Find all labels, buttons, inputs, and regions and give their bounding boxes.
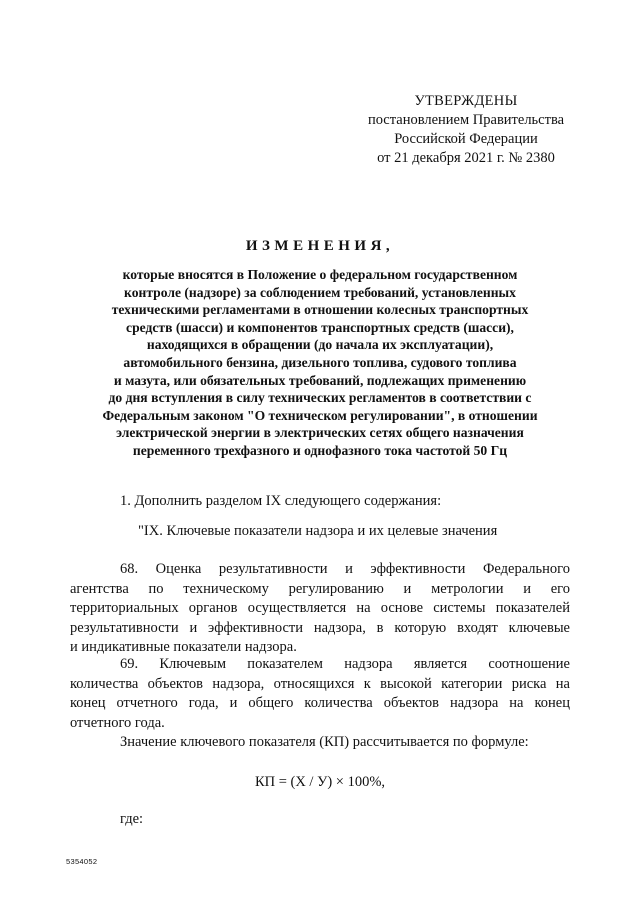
approval-line: Российской Федерации (394, 131, 538, 147)
where-label: где: (120, 811, 144, 827)
document-subtitle (80, 266, 560, 460)
item-1-paragraph (70, 492, 570, 511)
approval-line: постановлением Правительства (367, 112, 565, 128)
subtitle-line: контроле (надзоре) за соблюдением требований, установленных (124, 284, 516, 300)
paragraph-line: территориальных органов осуществляется на основе системы показателей (70, 600, 570, 617)
paragraph-68 (70, 560, 570, 658)
subtitle-line: Федеральным законом "О техническом регулировании", в отношении (102, 407, 538, 423)
item-1-text: 1. Дополнить разделом IX следующего содержания: (120, 493, 442, 509)
subtitle-line: и мазута, или обязательных требований, подлежащих применению (113, 372, 527, 388)
document-title: ИЗМЕНЕНИЯ, (245, 238, 395, 254)
formula-intro-paragraph (70, 733, 570, 753)
document-number: 5354052 (66, 857, 98, 866)
subtitle-line: до дня вступления в силу технических регламентов в соответствии с (108, 390, 532, 406)
paragraph-line: 69. Ключевым показателем надзора является соотношение (120, 656, 570, 672)
paragraph-line: конец отчетного года, и общего количества объектов надзора на конец (70, 695, 570, 712)
subtitle-line: автомобильного бензина, дизельного топлива, судового топлива (123, 354, 517, 370)
paragraph-line: результативности и эффективности надзора, в которую входят ключевые (70, 619, 570, 636)
subtitle-line: техническими регламентами в отношении колесных транспортных (111, 302, 529, 318)
approval-heading: УТВЕРЖДЕНЫ (414, 93, 518, 109)
paragraph-line: и индикативные показатели надзора. (70, 639, 297, 656)
subtitle-line: переменного трехфазного и однофазного тока частотой 50 Гц (132, 442, 508, 458)
paragraph-line: 68. Оценка результативности и эффективности Федерального (120, 561, 570, 577)
approval-block (356, 92, 576, 168)
paragraph-line: отчетного года. (70, 714, 165, 731)
approval-date-line: от 21 декабря 2021 г. № 2380 (377, 150, 555, 166)
paragraph-line: агентства по техническому регулированию и метрологии и его (70, 580, 570, 597)
formula: КП = (Х / У) × 100%, (254, 774, 386, 790)
formula-intro-text: Значение ключевого показателя (КП) рассчитывается по формуле: (120, 734, 529, 750)
section-heading: "IX. Ключевые показатели надзора и их целевые значения (138, 523, 498, 539)
subtitle-line: находящихся в обращении (до начала их эксплуатации), (146, 337, 494, 353)
paragraph-line: количества объектов надзора, относящихся к высокой категории риска на (70, 675, 570, 692)
section-heading-paragraph (70, 522, 570, 541)
paragraph-69 (70, 655, 570, 733)
subtitle-line: которые вносятся в Положение о федеральном государственном (122, 267, 518, 282)
subtitle-line: электрической энергии в электрических сетях общего назначения (116, 425, 524, 441)
subtitle-line: средств (шасси) и компонентов транспортных средств (шасси), (126, 319, 514, 335)
